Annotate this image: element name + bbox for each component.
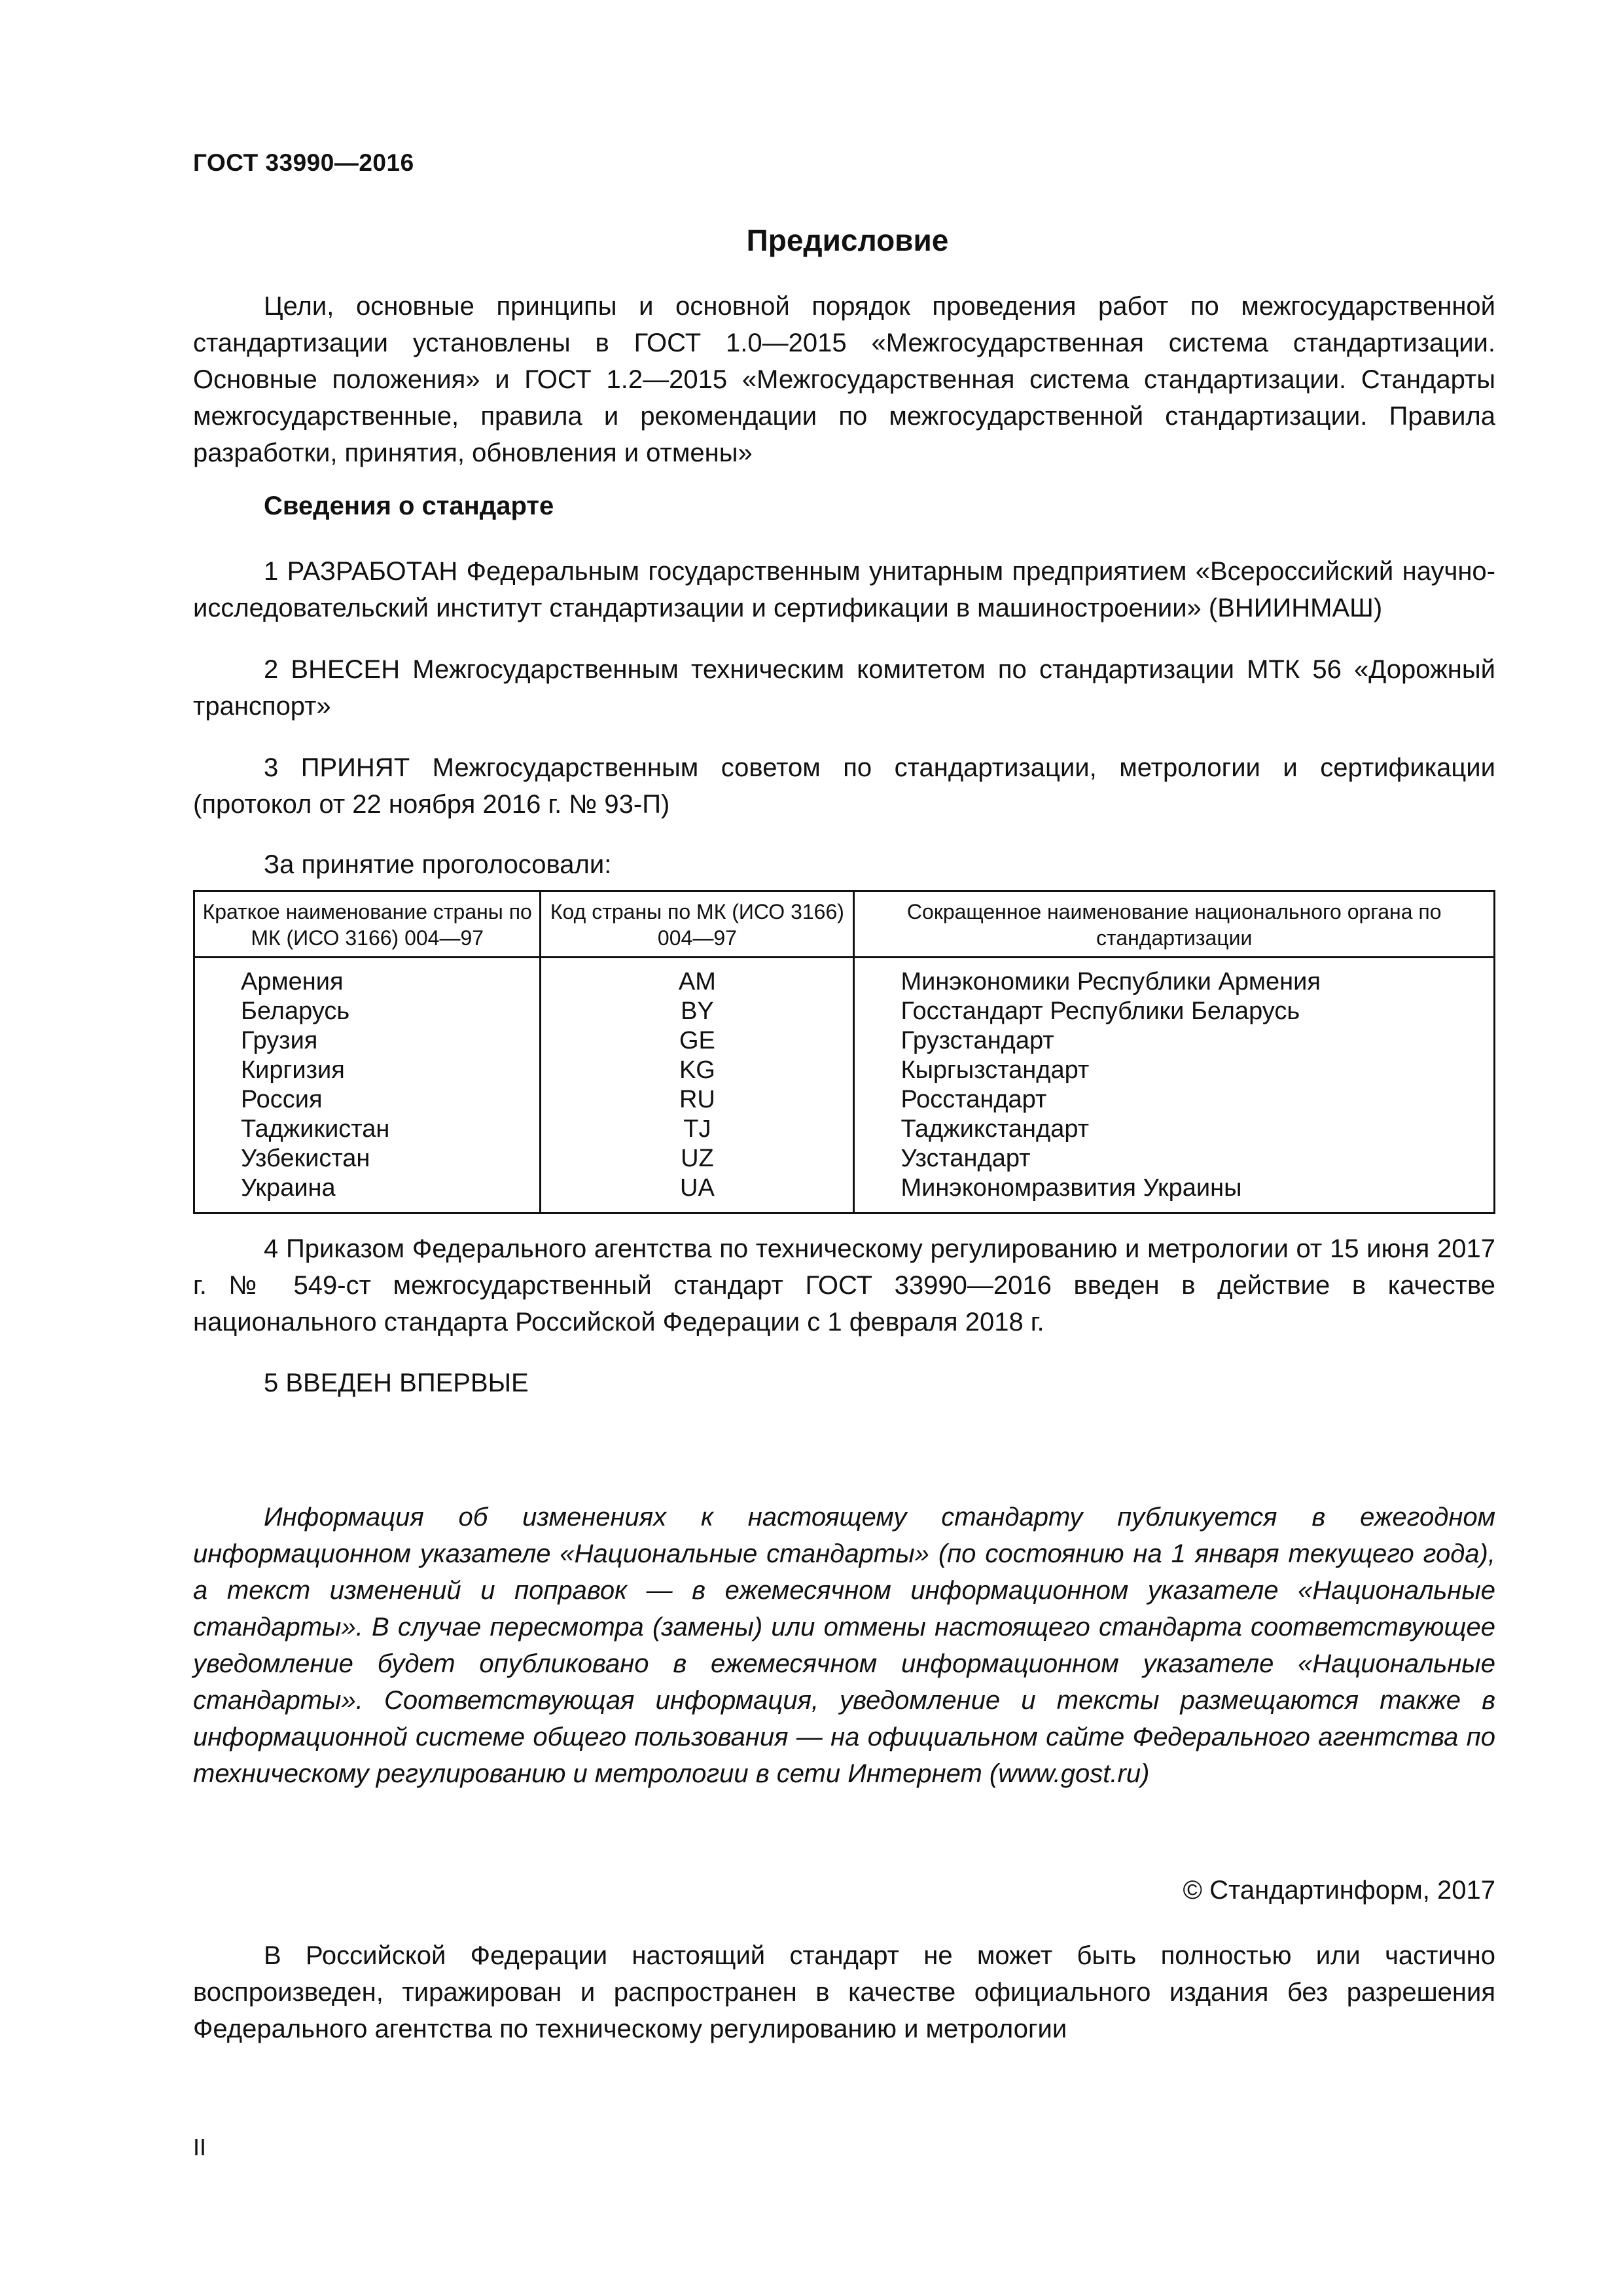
national-body: Росстандарт (854, 1085, 1495, 1115)
country-name: Киргизия (194, 1056, 541, 1085)
country-name: Узбекистан (194, 1144, 541, 1174)
voting-table (193, 890, 1495, 1214)
national-body: Минэкономразвития Украины (854, 1174, 1495, 1213)
table-row (194, 1174, 1495, 1213)
table-row (194, 997, 1495, 1026)
country-code: AM (541, 958, 854, 997)
table-header-row (194, 891, 1495, 958)
copyright: © Стандартинформ, 2017 (1183, 1876, 1495, 1905)
country-name: Грузия (194, 1026, 541, 1056)
country-code: UZ (541, 1144, 854, 1174)
country-name: Россия (194, 1085, 541, 1115)
table-row (194, 1144, 1495, 1174)
item-1-paragraph: 1 РАЗРАБОТАН Федеральным государственным унитарным предприятием «Всероссийский научно-исследовательский институт стандартизации и сертификации в машиностроении» (ВНИИНМАШ) (193, 557, 1495, 622)
national-body: Кыргызстандарт (854, 1056, 1495, 1085)
table-row (194, 1026, 1495, 1056)
intro-paragraph: Цели, основные принципы и основной порядок проведения работ по межгосударственной стандартизации установлены в ГОСТ 1.0—2015 «Межгосударственная система стандартизации. Основные положения» и ГОСТ 1.2—2015 «Межгосударственная система стандартизации. Стандарты межгосударственные, правила и рекомендации по межгосударственной стандартизации. Правила разработки, принятия, обновления и отмены» (193, 292, 1495, 467)
document-header: ГОСТ 33990—2016 (193, 149, 414, 176)
page-number: II (193, 2134, 207, 2161)
info-heading: Сведения о стандарте (264, 492, 554, 520)
country-code: TJ (541, 1115, 854, 1144)
national-body: Узстандарт (854, 1144, 1495, 1174)
country-code: UA (541, 1174, 854, 1213)
country-name: Армения (194, 958, 541, 997)
table-row (194, 1056, 1495, 1085)
national-body: Госстандарт Республики Беларусь (854, 997, 1495, 1026)
table-header-cell: Сокращенное наименование национального органа по стандартизации (854, 891, 1495, 958)
country-code: KG (541, 1056, 854, 1085)
item-2-paragraph: 2 ВНЕСЕН Межгосударственным техническим комитетом по стандартизации МТК 56 «Дорожный транспорт» (193, 655, 1495, 721)
vote-caption: За принятие проголосовали: (264, 850, 612, 879)
page-title: Предисловие (746, 223, 949, 257)
table-header-cell: Код страны по МК (ИСО 3166) 004—97 (541, 891, 854, 958)
item-3-paragraph: 3 ПРИНЯТ Межгосударственным советом по стандартизации, метрологии и сертификации (протокол от 22 ноября 2016 г. № 93-П) (193, 753, 1495, 819)
national-body: Таджикстандарт (854, 1115, 1495, 1144)
country-code: GE (541, 1026, 854, 1056)
item-5-paragraph: 5 ВВЕДЕН ВПЕРВЫЕ (264, 1369, 529, 1397)
table-row (194, 1085, 1495, 1115)
item-4-paragraph: 4 Приказом Федерального агентства по техническому регулированию и метрологии от 15 июня 2017 г. № 549-ст межгосударственный стандарт ГОСТ 33990—2016 введен в действие в качестве национального стандарта Российской Федерации с 1 февраля 2018 г. (193, 1234, 1495, 1336)
country-code: BY (541, 997, 854, 1026)
country-name: Украина (194, 1174, 541, 1213)
national-body: Грузстандарт (854, 1026, 1495, 1056)
table-row (194, 1115, 1495, 1144)
legal-notice: В Российской Федерации настоящий стандарт не может быть полностью или частично воспроизведен, тиражирован и распространен в качестве официального издания без разрешения Федерального агентства по техническому регулированию и метрологии (193, 1941, 1495, 2043)
country-code: RU (541, 1085, 854, 1115)
table-header-cell: Краткое наименование страны по МК (ИСО 3166) 004—97 (194, 891, 541, 958)
country-name: Таджикистан (194, 1115, 541, 1144)
country-name: Беларусь (194, 997, 541, 1026)
changes-info-paragraph: Информация об изменениях к настоящему стандарту публикуется в ежегодном информационном указателе «Национальные стандарты» (по состоянию на 1 января текущего года), а текст изменений и поправок — в ежемесячном информационном указателе «Национальные стандарты». В случае пересмотра (замены) или отмены настоящего стандарта соответствующее уведомление будет опубликовано в ежемесячном информационном указателе «Национальные стандарты». Соответствующая информация, уведомление и тексты размещаются также в информационной системе общего пользования — на официальном сайте Федерального агентства по техническому регулированию и метрологии в сети Интернет (www.gost.ru) (193, 1503, 1495, 1788)
national-body: Минэкономики Республики Армения (854, 958, 1495, 997)
table-row (194, 958, 1495, 997)
